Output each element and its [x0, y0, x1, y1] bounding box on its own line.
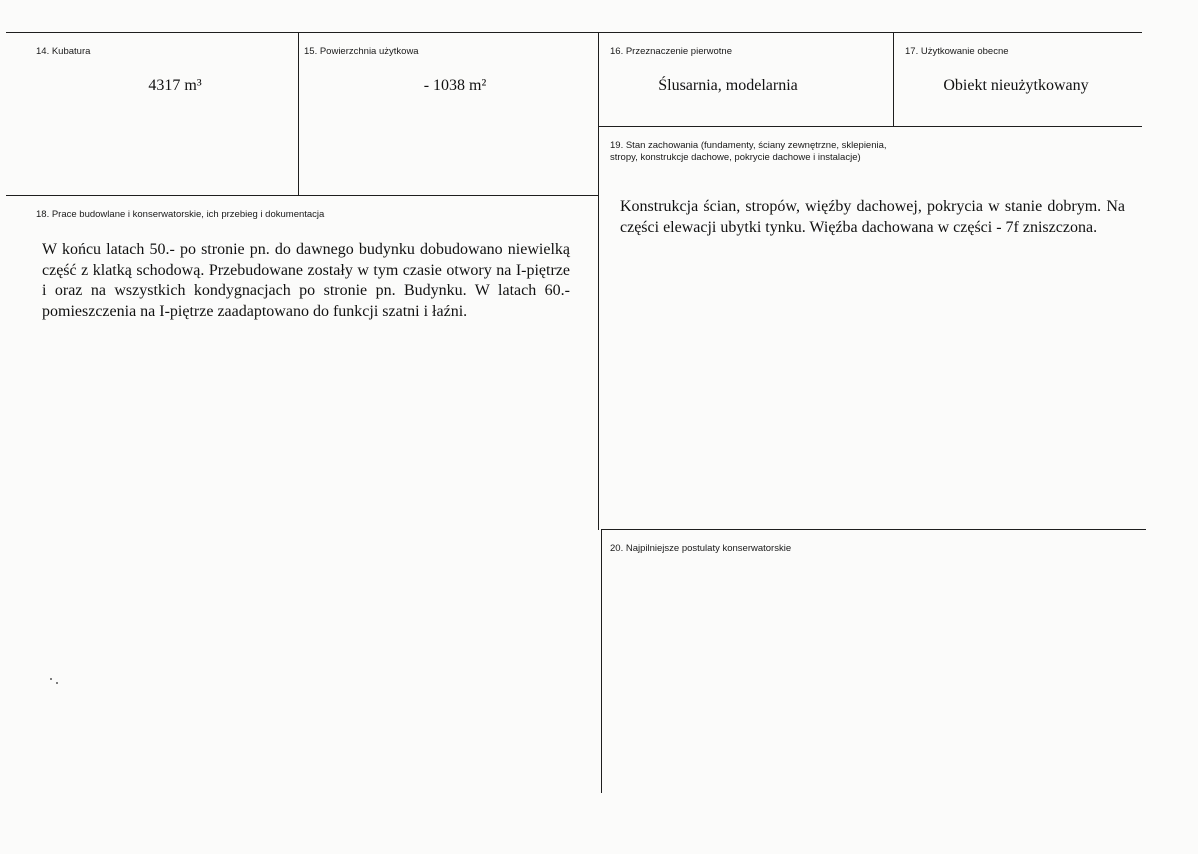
kubatura-value: 4317 m³	[148, 77, 202, 94]
scan-speck	[56, 682, 58, 684]
top-border	[6, 32, 1142, 33]
przeznaczenie-label: 16. Przeznaczenie pierwotne	[610, 46, 732, 57]
divider-14-15	[298, 32, 299, 195]
divider-16-17	[893, 32, 894, 126]
powierzchnia-label: 15. Powierzchnia użytkowa	[304, 46, 419, 57]
przeznaczenie-value: Ślusarnia, modelarnia	[658, 77, 798, 94]
uzytkowanie-label: 17. Użytkowanie obecne	[905, 46, 1009, 57]
prace-text: W końcu latach 50.- po stronie pn. do dawnego budynku dobudowano niewielką część z klatką schodową. Przebudowane zostały w tym czasie otwory na I-piętrze i oraz na wszystkich kondygnacjach po stronie pn. Budynku. W latach 60.- pomieszczenia na I-piętrze zaadaptowano do funkcji szatni i łaźni.	[42, 241, 570, 320]
stan-text: Konstrukcja ścian, stropów, więźby dachowej, pokrycia w stanie dobrym. Na części elewacji ubytki tynku. Więźba dachowana w części - 7f zniszczona.	[620, 198, 1125, 236]
scan-speck	[50, 678, 52, 680]
stan-label-line2: stropy, konstrukcje dachowe, pokrycie dachowe i instalacje)	[610, 152, 861, 163]
section20-top	[601, 529, 1146, 530]
stan-label-line1: 19. Stan zachowania (fundamenty, ściany zewnętrzne, sklepienia,	[610, 140, 887, 151]
prace-label: 18. Prace budowlane i konserwatorskie, ich przebieg i dokumentacja	[36, 209, 325, 220]
kubatura-label: 14. Kubatura	[36, 46, 91, 57]
postulaty-label: 20. Najpilniejsze postulaty konserwatorskie	[610, 543, 792, 554]
row1-bottom-right	[598, 126, 1142, 127]
uzytkowanie-value: Obiekt nieużytkowany	[943, 77, 1089, 94]
row1-bottom-left	[6, 195, 598, 196]
center-divider	[598, 32, 599, 530]
center-divider-lower	[601, 529, 602, 793]
powierzchnia-value: - 1038 m²	[423, 77, 487, 94]
